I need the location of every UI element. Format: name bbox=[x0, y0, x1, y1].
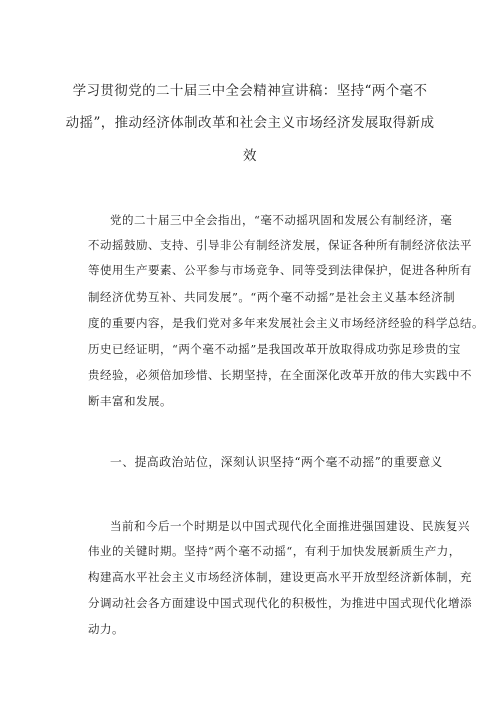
paragraph-2-line-3: 构建高水平社会主义市场经济体制，建设更高水平开放型经济新体制，充 bbox=[88, 570, 472, 584]
paragraph-1-line-5: 度的重要内容，是我们党对多年来发展社会主义市场经济经验的科学总结。 bbox=[88, 316, 484, 330]
paragraph-1-line-2: 不动摇鼓励、支持、引导非公有制经济发展，保证各种所有制经济依法平 bbox=[88, 238, 472, 252]
paragraph-1-line-1: 党的二十届三中全会指出，“毫不动摇巩固和发展公有制经济，毫 bbox=[110, 213, 453, 227]
document-title-line-3: 效 bbox=[243, 148, 257, 164]
paragraph-1-line-6: 历史已经证明，“两个毫不动摇”是我国改革开放取得成功弥足珍贵的宝 bbox=[88, 342, 461, 356]
document-title-line-1: 学习贯彻党的二十届三中全会精神宣讲稿：坚持“两个毫不 bbox=[72, 83, 428, 99]
paragraph-2-line-2: 伟业的关键时期。坚持“两个毫不动摇“，有利于加快发展新质生产力， bbox=[88, 544, 461, 558]
document-title-line-2: 动摇”，推动经济体制改革和社会主义市场经济发展取得新成 bbox=[65, 115, 435, 131]
paragraph-2-line-5: 动力。 bbox=[88, 622, 124, 636]
paragraph-1-line-7: 贵经验，必须倍加珍惜、长期坚持，在全面深化改革开放的伟大实践中不 bbox=[88, 368, 472, 382]
section-1-heading: 一、提高政治站位，深刻认识坚持“两个毫不动摇”的重要意义 bbox=[110, 455, 443, 469]
paragraph-2-line-1: 当前和今后一个时期是以中国式现代化全面推进强国建设、民族复兴 bbox=[110, 519, 470, 533]
paragraph-2-line-4: 分调动社会各方面建设中国式现代化的积极性，为推进中国式现代化增添 bbox=[88, 596, 472, 610]
paragraph-1-line-3: 等使用生产要素、公平参与市场竞争、同等受到法律保护，促进各种所有 bbox=[88, 263, 472, 277]
paragraph-1-line-4: 制经济优势互补、共同发展”。“两个毫不动摇”是社会主义基本经济制 bbox=[88, 290, 456, 304]
paragraph-1-line-8: 断丰富和发展。 bbox=[88, 394, 172, 408]
